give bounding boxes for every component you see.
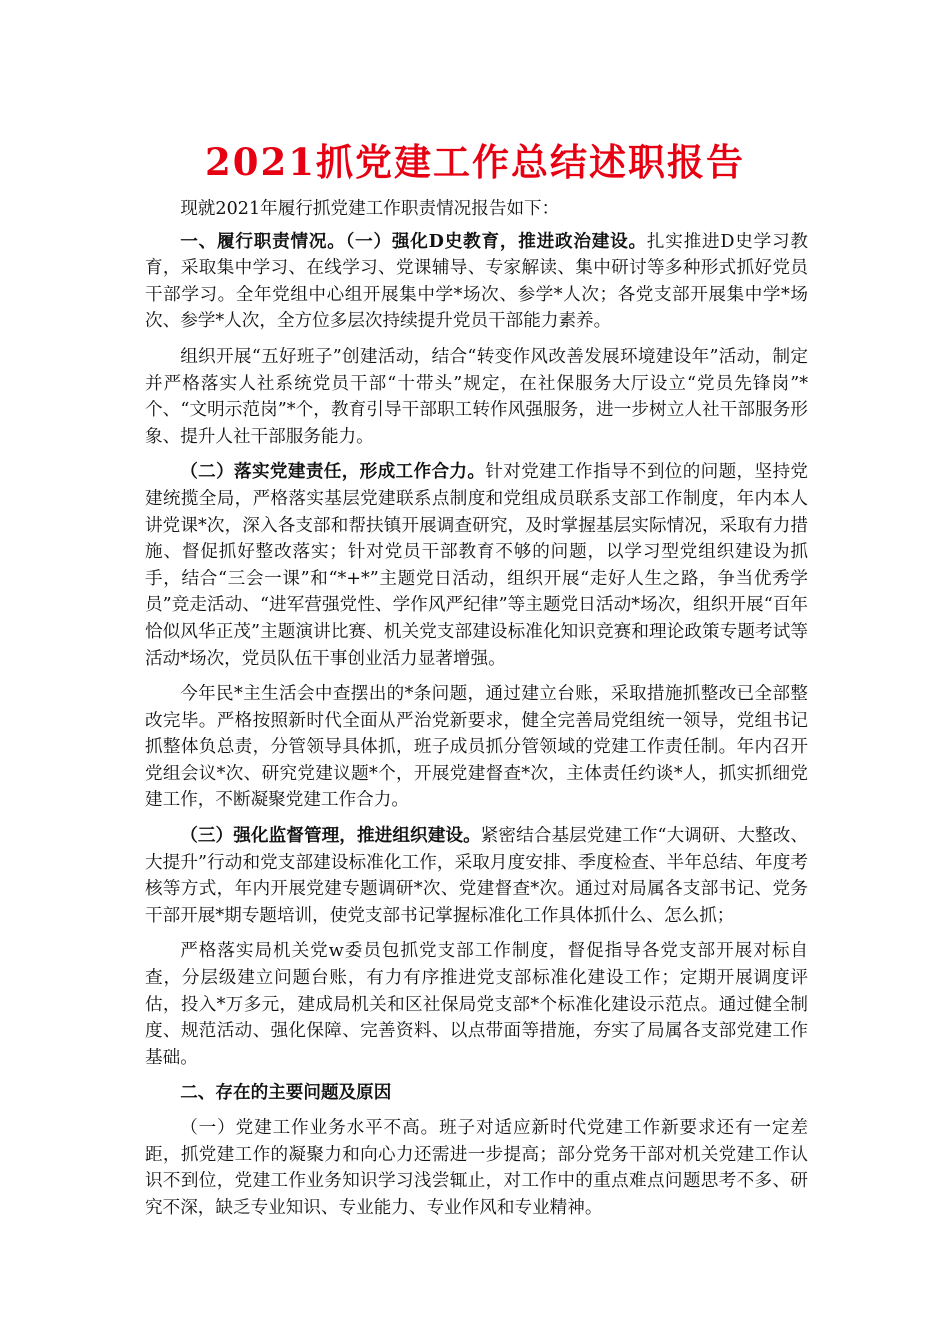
paragraph-1 [145, 229, 808, 335]
paragraph-4 [145, 681, 808, 814]
paragraph-5-bold: （三）强化监督管理，推进组织建设。 [180, 825, 481, 847]
paragraph-6-text: 严格落实局机关党w委员包抓党支部工作制度，督促指导各党支部开展对标自查，分层级建立问题台账，有力有序推进党支部标准化建设工作；定期开展调度评估，投入*万多元，建成局机关和区社保局党支部*个标准化建设示范点。通过健全制度、规范活动、强化保障、完善资料、以点带面等措施，夯实了局属各支部党建工作基础。 [145, 941, 808, 1068]
paragraph-1-bold: 一、履行职责情况。（一）强化D史教育，推进政治建设。 [180, 230, 647, 252]
document-title: 2021抓党建工作总结述职报告 [205, 140, 745, 184]
paragraph-5 [145, 823, 808, 929]
paragraph-6 [145, 938, 808, 1071]
intro-paragraph: 现就2021年履行抓党建工作职责情况报告如下： [180, 199, 560, 219]
paragraph-5-text: 紧密结合基层党建工作“大调研、大整改、大提升”行动和党支部建设标准化工作，采取月度安排、季度检查、半年总结、年度考核等方式，年内开展党建专题调研*次、党建督查*次。通过对局属各支部书记、党务干部开展*期专题培训，使党支部书记掌握标准化工作具体抓什么、怎么抓； [145, 826, 808, 926]
document-body [145, 196, 808, 1230]
paragraph-3-bold: （二）落实党建责任，形成工作合力。 [180, 461, 486, 483]
paragraph-1-text: 扎实推进D史学习教育，采取集中学习、在线学习、党课辅导、专家解读、集中研讨等多种形式抓好党员干部学习。全年党组中心组开展集中学*场次、参学*人次；各党支部开展集中学*场次、参学*人次，全方位多层次持续提升党员干部能力素养。 [145, 231, 809, 332]
paragraph-3 [145, 459, 808, 672]
paragraph-2-text: 组织开展“五好班子”创建活动，结合“转变作风改善发展环境建设年”活动，制定并严格落实人社系统党员干部“十带头”规定，在社保服务大厅设立“党员先锋岗”*个、“文明示范岗”*个，教育引导干部职工转作风强服务，进一步树立人社干部服务形象、提升人社干部服务能力。 [145, 346, 808, 447]
paragraph-2 [145, 344, 808, 450]
section-2-paragraph: （一）党建工作业务水平不高。班子对适应新时代党建工作新要求还有一定差距，抓党建工作的凝聚力和向心力还需进一步提高；部分党务干部对机关党建工作认识不到位，党建工作业务知识学习浅尝辄止，对工作中的重点难点问题思考不多、研究不深，缺乏专业知识、专业能力、专业作风和专业精神。 [145, 1118, 808, 1218]
section-2-heading [145, 1080, 808, 1107]
section-2-heading-text: 二、存在的主要问题及原因 [180, 1082, 392, 1104]
paragraph-3-text: 针对党建工作指导不到位的问题，坚持党建统揽全局，严格落实基层党建联系点制度和党组成员联系支部工作制度，年内本人讲党课*次，深入各支部和帮扶镇开展调查研究，及时掌握基层实际情况，采取有力措施、督促抓好整改落实；针对党员干部教育不够的问题，以学习型党组织建设为抓手，结合“三会一课”和“*+*”主题党日活动，组织开展“走好人生之路，争当优秀学员”竞走活动、“进军营强党性、学作风严纪律”等主题党日活动*场次，组织开展“百年恰似风华正茂”主题演讲比赛、机关党支部建设标准化知识竞赛和理论政策专题考试等活动*场次，党员队伍干事创业活力显著增强。 [145, 462, 808, 669]
paragraph-4-text: 今年民*主生活会中查摆出的*条问题，通过建立台账，采取措施抓整改已全部整改完毕。严格按照新时代全面从严治党新要求，健全完善局党组统一领导，党组书记抓整体负总责，分管领导具体抓，班子成员抓分管领域的党建工作责任制。年内召开党组会议*次、研究党建议题*个，开展党建督查*次，主体责任约谈*人，抓实抓细党建工作，不断凝聚党建工作合力。 [145, 684, 808, 811]
